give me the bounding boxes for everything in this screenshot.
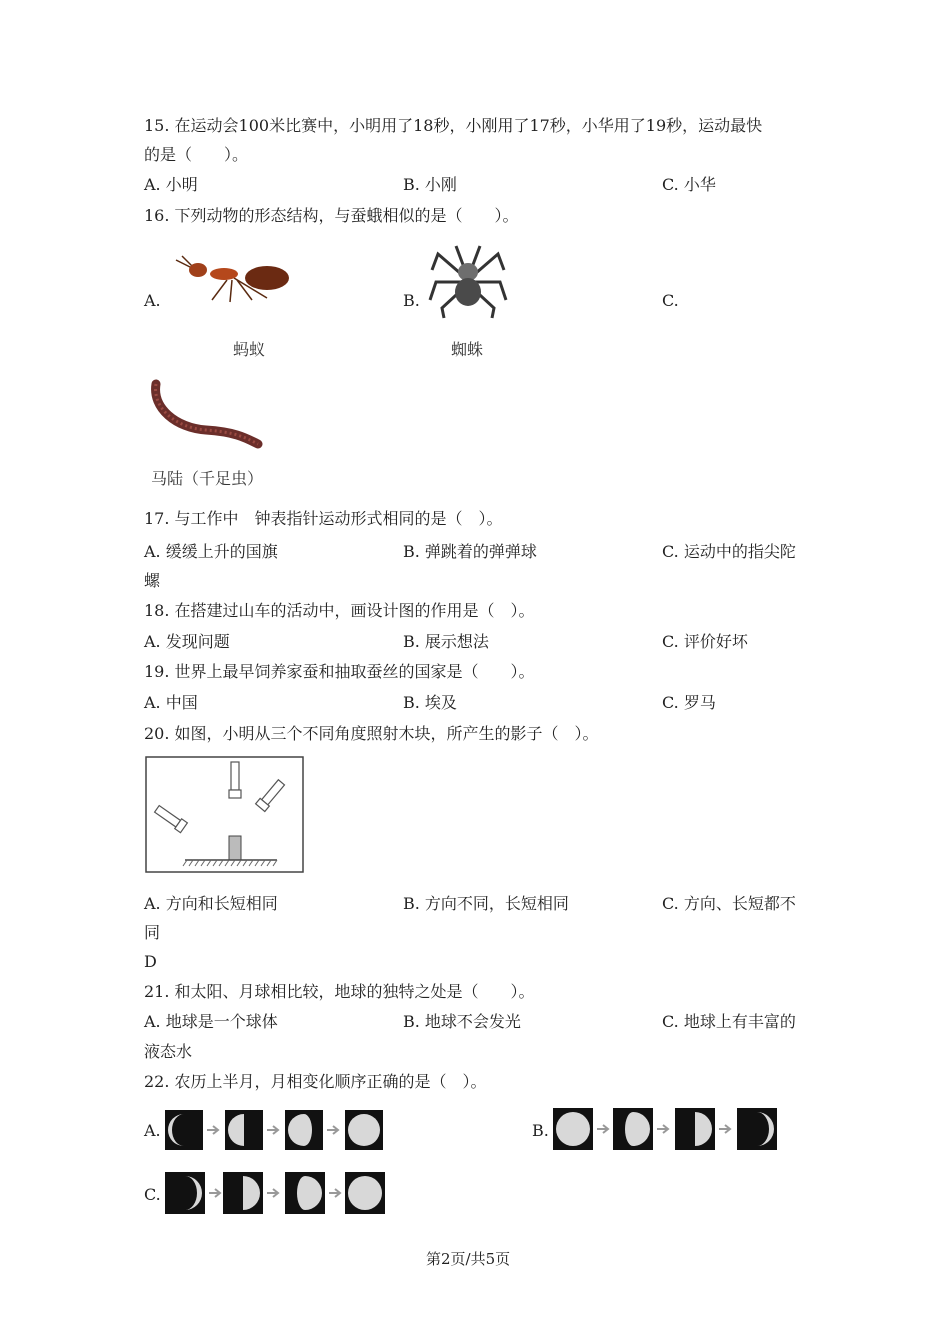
- q21-wrap: 液态水: [144, 1042, 193, 1061]
- q20-option-b: B. 方向不同，长短相同: [403, 894, 569, 913]
- moon-sequence-b: [553, 1108, 781, 1150]
- q17-option-a: A. 缓缓上升的国旗: [144, 542, 278, 561]
- millipede-caption: 马陆（千足虫）: [151, 469, 264, 488]
- flashlight-diagram: [145, 756, 305, 874]
- q18-option-b: B. 展示想法: [403, 632, 489, 651]
- q18-option-a: A. 发现问题: [144, 632, 230, 651]
- moon-sequence-a: [165, 1110, 393, 1150]
- q21-option-c: C. 地球上有丰富的: [662, 1012, 796, 1031]
- q21-option-b: B. 地球不会发光: [403, 1012, 521, 1031]
- q22-option-b: B.: [532, 1121, 549, 1140]
- q19-stem: 19. 世界上最早饲养家蚕和抽取蚕丝的国家是（ ）。: [144, 662, 535, 681]
- spider-caption: 蜘蛛: [451, 340, 484, 359]
- moon-sequence-c: [165, 1172, 393, 1214]
- q17-stem: 17. 与工作中 钟表指针运动形式相同的是（ ）。: [144, 509, 503, 528]
- q20-option-d: D: [144, 952, 157, 971]
- page-footer: 第2页/共5页: [426, 1250, 511, 1268]
- q17-wrap: 螺: [144, 571, 161, 590]
- q19-option-a: A. 中国: [144, 693, 198, 712]
- q15-option-b: B. 小刚: [403, 175, 457, 194]
- q18-stem: 18. 在搭建过山车的活动中，画设计图的作用是（ ）。: [144, 601, 535, 620]
- q22-stem: 22. 农历上半月，月相变化顺序正确的是（ ）。: [144, 1072, 487, 1091]
- q16-stem: 16. 下列动物的形态结构，与蚕蛾相似的是（ ）。: [144, 206, 519, 225]
- q19-option-b: B. 埃及: [403, 693, 457, 712]
- q20-option-a: A. 方向和长短相同: [144, 894, 278, 913]
- spider-image: [428, 242, 508, 320]
- q20-wrap: 同: [144, 923, 161, 942]
- ant-image: [172, 250, 302, 310]
- q15-option-a: A. 小明: [144, 175, 198, 194]
- millipede-image: [146, 378, 264, 450]
- q22-option-a: A.: [144, 1121, 161, 1140]
- q21-option-a: A. 地球是一个球体: [144, 1012, 278, 1031]
- q15-line1: 15. 在运动会100米比赛中，小明用了18秒，小刚用了17秒，小华用了19秒，运动最快: [144, 116, 763, 135]
- q19-option-c: C. 罗马: [662, 693, 716, 712]
- q15-line2: 的是（ ）。: [144, 145, 249, 164]
- q16-option-b: B.: [403, 291, 420, 310]
- q17-option-c: C. 运动中的指尖陀: [662, 542, 796, 561]
- q16-option-a: A.: [144, 291, 161, 310]
- q21-stem: 21. 和太阳、月球相比较，地球的独特之处是（ ）。: [144, 982, 535, 1001]
- q15-option-c: C. 小华: [662, 175, 716, 194]
- q17-option-b: B. 弹跳着的弹弹球: [403, 542, 537, 561]
- ant-caption: 蚂蚁: [233, 340, 266, 359]
- q20-stem: 20. 如图，小明从三个不同角度照射木块，所产生的影子（ ）。: [144, 724, 599, 743]
- q22-option-c: C.: [144, 1185, 161, 1204]
- q20-option-c: C. 方向、长短都不: [662, 894, 796, 913]
- q18-option-c: C. 评价好坏: [662, 632, 748, 651]
- q16-option-c: C.: [662, 291, 679, 310]
